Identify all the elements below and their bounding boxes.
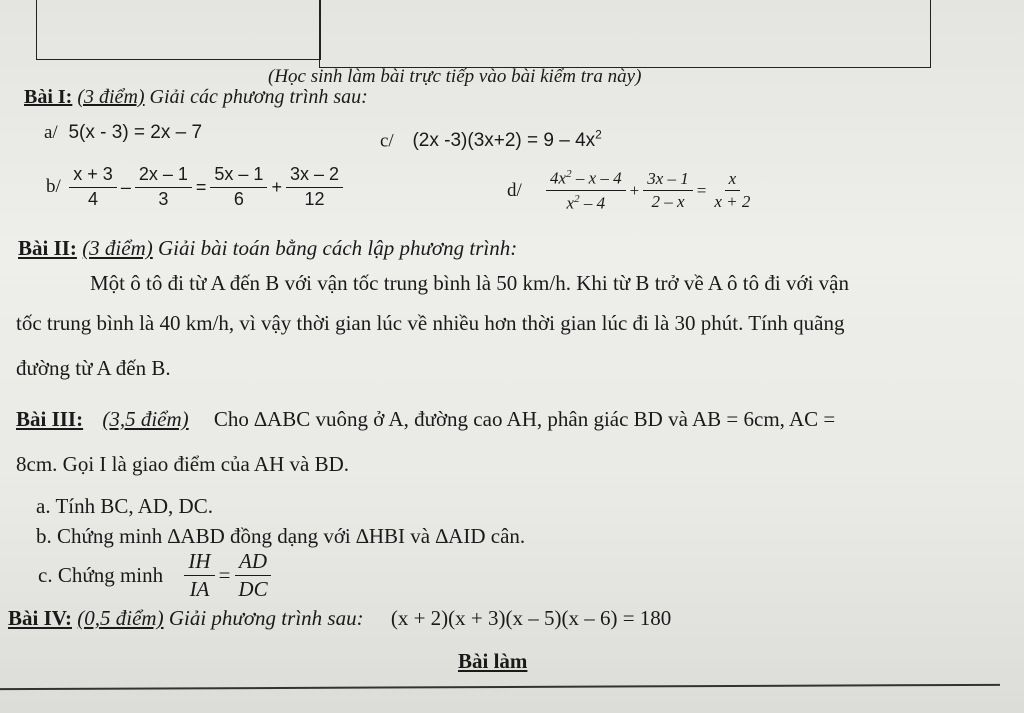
denominator: IA — [189, 577, 210, 602]
bai1-b-fraction-3 — [210, 165, 267, 210]
denominator: 3 — [158, 188, 169, 209]
bai1-c-equation-text: (2x -3)(3x+2) = 9 – 4x — [412, 130, 596, 152]
bai2-title: Bài II: — [18, 236, 77, 260]
operator: + — [629, 180, 640, 200]
numerator: 3x – 1 — [643, 170, 693, 192]
denominator: 6 — [233, 188, 244, 209]
denominator — [563, 191, 610, 213]
bai3-part-b: b. Chứng minh ∆ABD đồng dạng với ∆HBI và ∆AID cân. — [36, 524, 526, 548]
operator: = — [218, 563, 231, 588]
bai1-b — [44, 165, 345, 210]
numerator: 3x – 2 — [286, 165, 343, 188]
bai3-heading — [16, 407, 835, 432]
exponent: 2 — [574, 193, 580, 206]
term: 4x — [550, 168, 567, 188]
numerator — [546, 168, 626, 191]
bai4-heading — [8, 606, 671, 631]
term: – x – 4 — [571, 168, 622, 188]
denominator: x + 2 — [714, 192, 751, 212]
bai3-part-c — [36, 550, 274, 601]
bai2-line-3: đường từ A đến B. — [16, 356, 171, 380]
bai3-line-2: 8cm. Gọi I là giao điểm của AH và BD. — [16, 452, 350, 476]
numerator: 2x – 1 — [135, 165, 192, 188]
bai1-c — [380, 128, 602, 152]
bai3-part-c-label: c. Chứng minh — [38, 563, 164, 588]
numerator: 5x – 1 — [210, 165, 267, 188]
bai2-line-1: Một ô tô đi từ A đến B với vận tốc trung bình là 50 km/h. Khi từ B trở về A ô tô đi với vận — [90, 271, 849, 295]
bai3-part-c-fraction-2 — [234, 550, 271, 601]
bai3-part-a: a. Tính BC, AD, DC. — [36, 494, 213, 518]
denominator: 4 — [88, 188, 99, 209]
bai4-equation: (x + 2)(x + 3)(x – 5)(x – 6) = 180 — [390, 606, 672, 630]
bai2-points: (3 điểm) — [82, 236, 153, 260]
denominator: DC — [238, 577, 268, 602]
bai1-points: (3 điểm) — [77, 86, 145, 108]
exponent: 2 — [566, 168, 572, 180]
answer-line — [0, 684, 1000, 690]
bai2-instruction: Giải bài toán bằng cách lập phương trình: — [158, 236, 518, 260]
bai4-instruction: Giải phương trình sau: — [168, 606, 364, 630]
bai1-a-equation: 5(x - 3) = 2x – 7 — [68, 122, 203, 143]
term: x — [566, 194, 575, 213]
denominator: 2 – x — [651, 192, 685, 212]
bai1-c-label: c/ — [380, 130, 394, 152]
bai1-d-fraction-3 — [710, 170, 754, 212]
numerator: x + 3 — [69, 165, 117, 188]
bai1-title: Bài I: — [24, 86, 73, 108]
bai1-d-label: d/ — [507, 179, 522, 201]
numerator: AD — [235, 550, 271, 576]
bai3-points: (3,5 điểm) — [102, 407, 189, 431]
bai3-part-c-fraction-1 — [184, 550, 214, 601]
bai1-a-label: a/ — [44, 122, 58, 143]
denominator: 12 — [304, 188, 325, 209]
bai-lam-heading: Bài làm — [458, 649, 528, 673]
bai2-heading — [18, 236, 517, 261]
bai1-b-fraction-1 — [69, 165, 117, 210]
bai1-d-fraction-2 — [643, 170, 693, 212]
score-box-right — [319, 0, 931, 68]
bai3-title: Bài III: — [16, 407, 84, 431]
score-box-left — [36, 0, 321, 60]
numerator: IH — [184, 550, 214, 576]
operator: = — [195, 176, 207, 197]
bai1-b-label: b/ — [46, 176, 61, 198]
bai1-c-equation — [412, 130, 601, 151]
bai1-a — [44, 122, 202, 144]
bai4-title: Bài IV: — [8, 606, 72, 630]
bai3-line-1: Cho ∆ABC vuông ở A, đường cao AH, phân giác BD và AB = 6cm, AC = — [213, 407, 836, 431]
bai1-b-fraction-2 — [135, 165, 192, 210]
operator: = — [696, 180, 707, 200]
bai2-line-2: tốc trung bình là 40 km/h, vì vậy thời gian lúc về nhiều hơn thời gian lúc đi là 30 phút. Tính quãng — [16, 311, 845, 335]
bai1-d-fraction-1 — [546, 168, 626, 214]
instruction-note: (Học sinh làm bài trực tiếp vào bài kiểm tra này) — [268, 66, 642, 87]
operator: – — [120, 176, 131, 197]
bai1-instruction: Giải các phương trình sau: — [149, 86, 368, 108]
bai1-d — [505, 168, 756, 214]
bai4-points: (0,5 điểm) — [77, 606, 164, 630]
bai1-c-exponent: 2 — [595, 128, 602, 142]
term: – 4 — [579, 194, 606, 213]
operator: + — [271, 176, 282, 197]
bai1-heading — [24, 86, 368, 109]
numerator: x — [725, 170, 741, 192]
bai1-b-fraction-4 — [286, 165, 343, 210]
